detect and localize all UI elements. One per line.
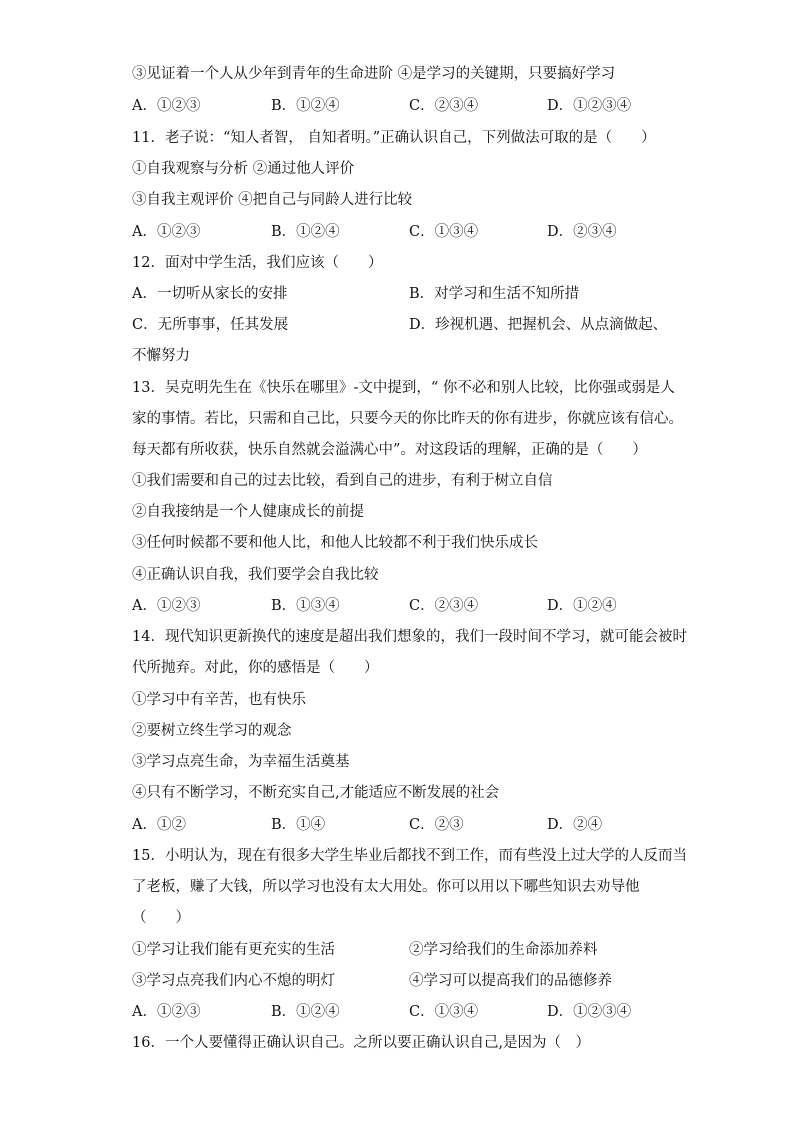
q13-statement: ③任何时候都不要和他人比，和他人比较都不利于我们快乐成长 (132, 535, 538, 551)
option-d[interactable]: D．②④ (547, 817, 603, 833)
option-a[interactable]: A．①②③ (132, 598, 201, 614)
q15-stem: 了老板，赚了大钱，所以学习也没有太大用处。你可以用以下哪些知识去劝导他 (132, 879, 640, 895)
q12-options-row2 (132, 315, 692, 335)
option-b[interactable]: B．①③④ (271, 598, 340, 614)
option-b[interactable]: B．①②④ (271, 98, 340, 114)
q15-stem: 15．小明认为，现在有很多大学生毕业后都找不到工作，而有些没上过大学的人反而当 (132, 848, 687, 864)
option-b[interactable]: B．①②④ (271, 224, 340, 240)
option-b[interactable]: B．①②④ (271, 1004, 340, 1020)
q14-stem: 代所抛弃。对此，你的感悟是（ ） (132, 660, 379, 676)
q15-options (132, 1002, 692, 1022)
option-c[interactable]: C．②③④ (409, 598, 479, 614)
option-c[interactable]: C．①③④ (409, 224, 479, 240)
q15-answer-bracket: （ ） (132, 910, 190, 926)
q15-statement: ③学习点亮我们内心不熄的明灯 (132, 973, 335, 989)
option-d[interactable]: D．②③④ (547, 224, 617, 240)
option-c[interactable]: C．②③ (409, 817, 464, 833)
q15-statement: ④学习可以提高我们的品德修养 (409, 973, 612, 989)
q15-statement: ②学习给我们的生命添加养料 (409, 942, 598, 958)
q12-stem: 12．面对中学生活，我们应该（ ） (132, 255, 383, 271)
q13-options (132, 596, 692, 616)
option-a[interactable]: A．①② (132, 817, 186, 833)
q14-statement: ③学习点亮生命，为幸福生活奠基 (132, 754, 350, 770)
q11-statement: ①自我观察与分析 ②通过他人评价 (132, 161, 355, 177)
q12-options-row1 (132, 284, 692, 304)
q14-statement: ②要树立终生学习的观念 (132, 723, 292, 739)
option-d[interactable]: D．①②④ (547, 598, 617, 614)
option-d[interactable]: D．①②③④ (547, 1004, 632, 1020)
option-a[interactable]: A．①②③ (132, 98, 201, 114)
option-b[interactable]: B．①④ (271, 817, 326, 833)
q15-statements-row2 (132, 971, 692, 991)
option-d[interactable]: D．珍视机遇、把握机会、从点滴做起、 (409, 317, 668, 333)
q11-options (132, 222, 692, 242)
q13-statement: ④正确认识自我，我们要学会自我比较 (132, 567, 379, 583)
q12-option-d-continuation: 不懈努力 (132, 348, 190, 364)
option-d[interactable]: D．①②③④ (547, 98, 632, 114)
option-c[interactable]: C．②③④ (409, 98, 479, 114)
q13-statement: ②自我接纳是一个人健康成长的前提 (132, 504, 364, 520)
option-a[interactable]: A．一切听从家长的安排 (132, 286, 288, 302)
q14-stem: 14．现代知识更新换代的速度是超出我们想象的，我们一段时间不学习，就可能会被时 (132, 629, 687, 645)
q13-stem: 每天都有所收获，快乐自然就会溢满心中”。对这段话的理解，正确的是（ ） (132, 442, 647, 458)
option-a[interactable]: A．①②③ (132, 224, 201, 240)
q13-statement: ①我们需要和自己的过去比较，看到自己的进步，有利于树立自信 (132, 473, 553, 489)
option-a[interactable]: A．①②③ (132, 1004, 201, 1020)
q14-statement: ①学习中有辛苦，也有快乐 (132, 692, 306, 708)
q14-statement: ④只有不断学习，不断充实自己,才能适应不断发展的社会 (132, 785, 500, 801)
q15-statement: ①学习让我们能有更充实的生活 (132, 942, 335, 958)
q13-stem: 13．吴克明先生在《快乐在哪里》-文中提到，“ 你不必和别人比较，比你强或弱是人 (132, 380, 675, 396)
q11-statement: ③自我主观评价 ④把自己与同龄人进行比较 (132, 192, 413, 208)
option-c[interactable]: C．①③④ (409, 1004, 479, 1020)
q14-options (132, 815, 692, 835)
q13-stem: 家的事情。若比，只需和自己比，只要今天的你比昨天的你有进步，你就应该有信心。 (132, 411, 683, 427)
option-c[interactable]: C．无所事事，任其发展 (132, 317, 289, 333)
q10-options (132, 96, 692, 116)
option-b[interactable]: B．对学习和生活不知所措 (409, 286, 580, 302)
q15-statements-row1 (132, 940, 692, 960)
q10-statement-line: ③见证着一个人从少年到青年的生命进阶 ④是学习的关键期，只要搞好学习 (132, 66, 616, 82)
q16-stem: 16．一个人要懂得正确认识自己。之所以要正确认识自己,是因为（ ） (132, 1035, 591, 1051)
q11-stem: 11．老子说：“知人者智， 自知者明。”正确认识自己，下列做法可取的是（ ） (132, 130, 656, 146)
